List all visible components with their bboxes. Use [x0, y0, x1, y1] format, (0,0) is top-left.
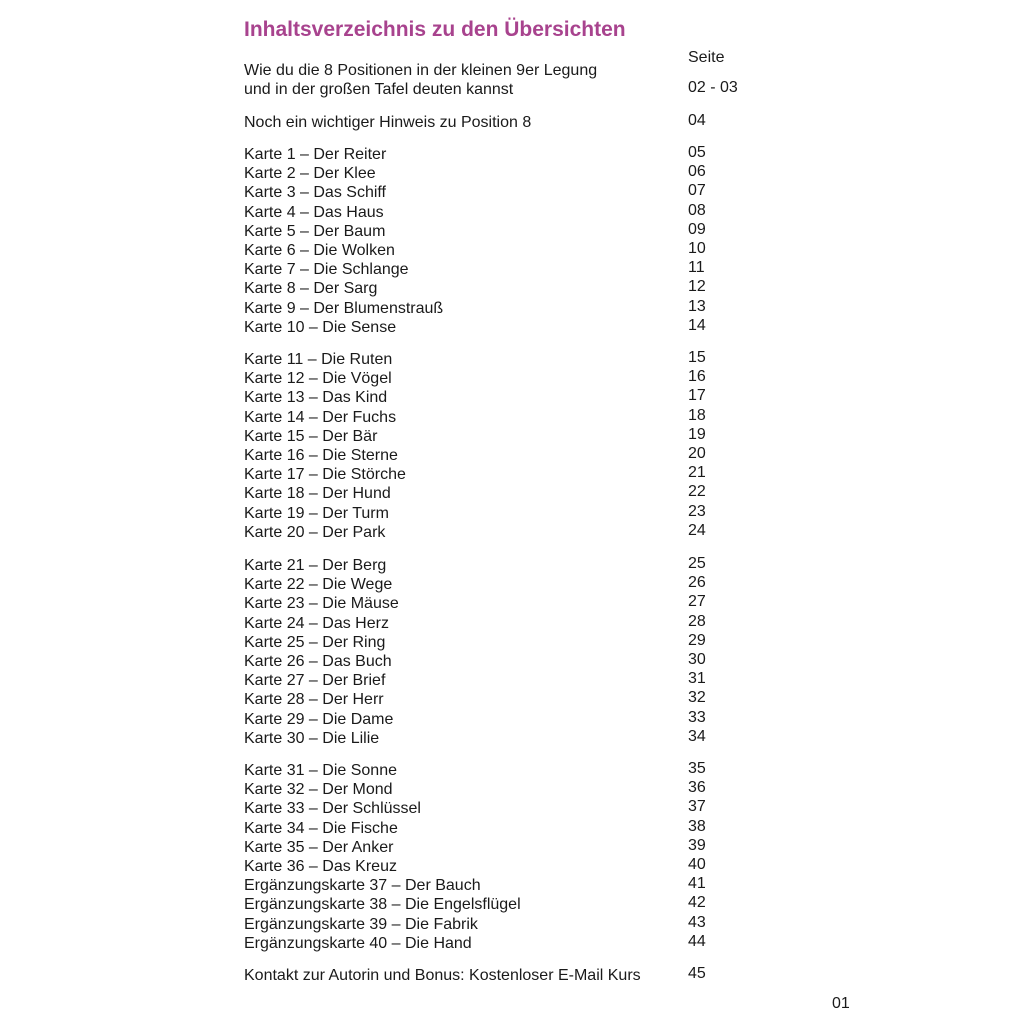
intro-page-range: 02 - 03 — [688, 79, 738, 96]
toc-entry — [244, 318, 764, 337]
toc-entry — [244, 369, 764, 388]
toc-entry-label: Karte 4 – Das Haus — [244, 204, 384, 221]
toc-entry-label: Karte 11 – Die Ruten — [244, 351, 393, 368]
toc-entry — [244, 203, 764, 222]
toc-entry-label: Karte 6 – Die Wolken — [244, 242, 395, 259]
toc-entry-page: 17 — [688, 387, 706, 404]
toc-entry-page: 19 — [688, 426, 706, 443]
toc-entry — [244, 895, 764, 914]
toc-entry-page: 26 — [688, 574, 706, 591]
toc-entry — [244, 857, 764, 876]
intro-line-1: Wie du die 8 Positionen in der kleinen 9er Legung — [244, 62, 598, 79]
toc-entry-page: 13 — [688, 298, 706, 315]
toc-entry-label: Karte 23 – Die Mäuse — [244, 595, 399, 612]
intro-line-2: und in der großen Tafel deuten kannst — [244, 81, 514, 98]
toc-entry — [244, 222, 764, 241]
toc-entry — [244, 465, 764, 484]
toc-entry-label: Ergänzungskarte 39 – Die Fabrik — [244, 916, 478, 933]
toc-entry-label: Karte 3 – Das Schiff — [244, 184, 386, 201]
toc-entry-label: Karte 12 – Die Vögel — [244, 370, 392, 387]
toc-entry-page: 14 — [688, 317, 706, 334]
toc-entry-page: 05 — [688, 144, 706, 161]
toc-entry-page: 10 — [688, 240, 706, 257]
toc-entry-page: 11 — [688, 259, 705, 276]
page-number: 01 — [832, 995, 850, 1012]
toc-entry — [244, 838, 764, 857]
toc-entry — [244, 780, 764, 799]
toc-entry-page: 42 — [688, 894, 706, 911]
toc-entry — [244, 183, 764, 202]
toc-entry-label: Karte 18 – Der Hund — [244, 485, 391, 502]
toc-entry-page: 44 — [688, 933, 706, 950]
toc-entry — [244, 388, 764, 407]
toc-entry-label: Karte 25 – Der Ring — [244, 634, 386, 651]
toc-entry-page: 15 — [688, 349, 706, 366]
toc-entry — [244, 876, 764, 895]
toc-entry-label: Karte 35 – Der Anker — [244, 839, 394, 856]
seite-column-header: Seite — [688, 49, 725, 66]
toc-entry-page: 27 — [688, 593, 706, 610]
toc-entry-page: 43 — [688, 914, 706, 931]
toc-entry-label: Karte 2 – Der Klee — [244, 165, 376, 182]
toc-entry-label: Karte 31 – Die Sonne — [244, 762, 397, 779]
toc-entry-label: Karte 9 – Der Blumenstrauß — [244, 300, 444, 317]
toc-entry-label: Karte 7 – Die Schlange — [244, 261, 409, 278]
toc-entry-page: 39 — [688, 837, 706, 854]
toc-entry-page: 06 — [688, 163, 706, 180]
toc-entry — [244, 145, 764, 164]
toc-entry-page: 20 — [688, 445, 706, 462]
toc-entry — [244, 690, 764, 709]
toc-entry — [244, 484, 764, 503]
toc-entry-label: Karte 8 – Der Sarg — [244, 280, 378, 297]
toc-entry-page: 36 — [688, 779, 706, 796]
toc-entry-label: Karte 33 – Der Schlüssel — [244, 800, 421, 817]
toc-entry-page: 08 — [688, 202, 706, 219]
kontakt-page: 45 — [688, 965, 706, 982]
toc-entry-label: Karte 13 – Das Kind — [244, 389, 388, 406]
toc-entry — [244, 504, 764, 523]
toc-entry-label: Karte 16 – Die Sterne — [244, 447, 398, 464]
toc-entry-page: 37 — [688, 798, 706, 815]
toc-entry-label: Karte 22 – Die Wege — [244, 576, 393, 593]
toc-entry — [244, 710, 764, 729]
toc-entry-page: 25 — [688, 555, 706, 572]
toc-entry-label: Karte 29 – Die Dame — [244, 711, 394, 728]
toc-entry — [244, 934, 764, 953]
toc-entry-label: Karte 14 – Der Fuchs — [244, 409, 397, 426]
toc-entry-page: 35 — [688, 760, 706, 777]
toc-entry — [244, 260, 764, 279]
toc-entry-label: Karte 32 – Der Mond — [244, 781, 393, 798]
toc-entry — [244, 819, 764, 838]
toc-entry-label: Karte 24 – Das Herz — [244, 615, 389, 632]
toc-entry-label: Karte 21 – Der Berg — [244, 557, 387, 574]
toc-entry-label: Karte 19 – Der Turm — [244, 505, 389, 522]
toc-entry-label: Karte 5 – Der Baum — [244, 223, 386, 240]
toc-entry-page: 21 — [688, 464, 706, 481]
toc-entry-page: 12 — [688, 278, 706, 295]
toc-entry-page: 16 — [688, 368, 706, 385]
toc-entry — [244, 556, 764, 575]
toc-entry — [244, 241, 764, 260]
toc-entry-label: Karte 17 – Die Störche — [244, 466, 406, 483]
toc-entry — [244, 915, 764, 934]
toc-entry — [244, 299, 764, 318]
toc-entry-label: Karte 27 – Der Brief — [244, 672, 386, 689]
toc-entry-page: 18 — [688, 407, 706, 424]
toc-entry-page: 23 — [688, 503, 706, 520]
toc-entry-label: Karte 36 – Das Kreuz — [244, 858, 397, 875]
toc-entry-page: 29 — [688, 632, 706, 649]
toc-entry-page: 32 — [688, 689, 706, 706]
toc-entry-page: 34 — [688, 728, 706, 745]
toc-entry-page: 09 — [688, 221, 706, 238]
toc-entry — [244, 575, 764, 594]
toc-entry — [244, 614, 764, 633]
toc-entry-page: 28 — [688, 613, 706, 630]
toc-entry-label: Ergänzungskarte 38 – Die Engelsflügel — [244, 896, 521, 913]
toc-entry — [244, 446, 764, 465]
toc-entry — [244, 350, 764, 369]
toc-entry-label: Karte 30 – Die Lilie — [244, 730, 380, 747]
toc-entry-page: 30 — [688, 651, 706, 668]
toc-entry-label: Karte 20 – Der Park — [244, 524, 386, 541]
toc-entry — [244, 799, 764, 818]
toc-entry-label: Ergänzungskarte 37 – Der Bauch — [244, 877, 481, 894]
toc-entry-page: 38 — [688, 818, 706, 835]
toc-entry-label: Karte 15 – Der Bär — [244, 428, 378, 445]
toc-entry — [244, 523, 764, 542]
toc-entry — [244, 633, 764, 652]
kontakt-entry — [244, 966, 764, 985]
hinweis-page: 04 — [688, 112, 706, 129]
toc-entry-page: 24 — [688, 522, 706, 539]
toc-entry — [244, 652, 764, 671]
toc-entry — [244, 279, 764, 298]
toc-entry — [244, 408, 764, 427]
toc-entry-label: Ergänzungskarte 40 – Die Hand — [244, 935, 472, 952]
toc-entry — [244, 671, 764, 690]
toc-entry — [244, 761, 764, 780]
toc-entry — [244, 594, 764, 613]
toc-entry-label: Karte 34 – Die Fische — [244, 820, 398, 837]
intro-entry — [244, 61, 597, 99]
toc-entry — [244, 729, 764, 748]
toc-entry-page: 41 — [688, 875, 706, 892]
toc-entry-label: Karte 28 – Der Herr — [244, 691, 384, 708]
toc-entry-page: 31 — [688, 670, 706, 687]
toc-entry-page: 33 — [688, 709, 706, 726]
hinweis-entry — [244, 113, 764, 132]
kontakt-label: Kontakt zur Autorin und Bonus: Kostenloser E-Mail Kurs — [244, 967, 641, 984]
toc-entry-page: 40 — [688, 856, 706, 873]
toc-entry-page: 07 — [688, 182, 706, 199]
toc-entry-label: Karte 10 – Die Sense — [244, 319, 397, 336]
page-title: Inhaltsverzeichnis zu den Übersichten — [244, 18, 626, 41]
toc-entry-label: Karte 1 – Der Reiter — [244, 146, 387, 163]
toc-entry-page: 22 — [688, 483, 706, 500]
toc-entry — [244, 427, 764, 446]
toc-entry-label: Karte 26 – Das Buch — [244, 653, 392, 670]
toc-entry — [244, 164, 764, 183]
hinweis-label: Noch ein wichtiger Hinweis zu Position 8 — [244, 114, 532, 131]
